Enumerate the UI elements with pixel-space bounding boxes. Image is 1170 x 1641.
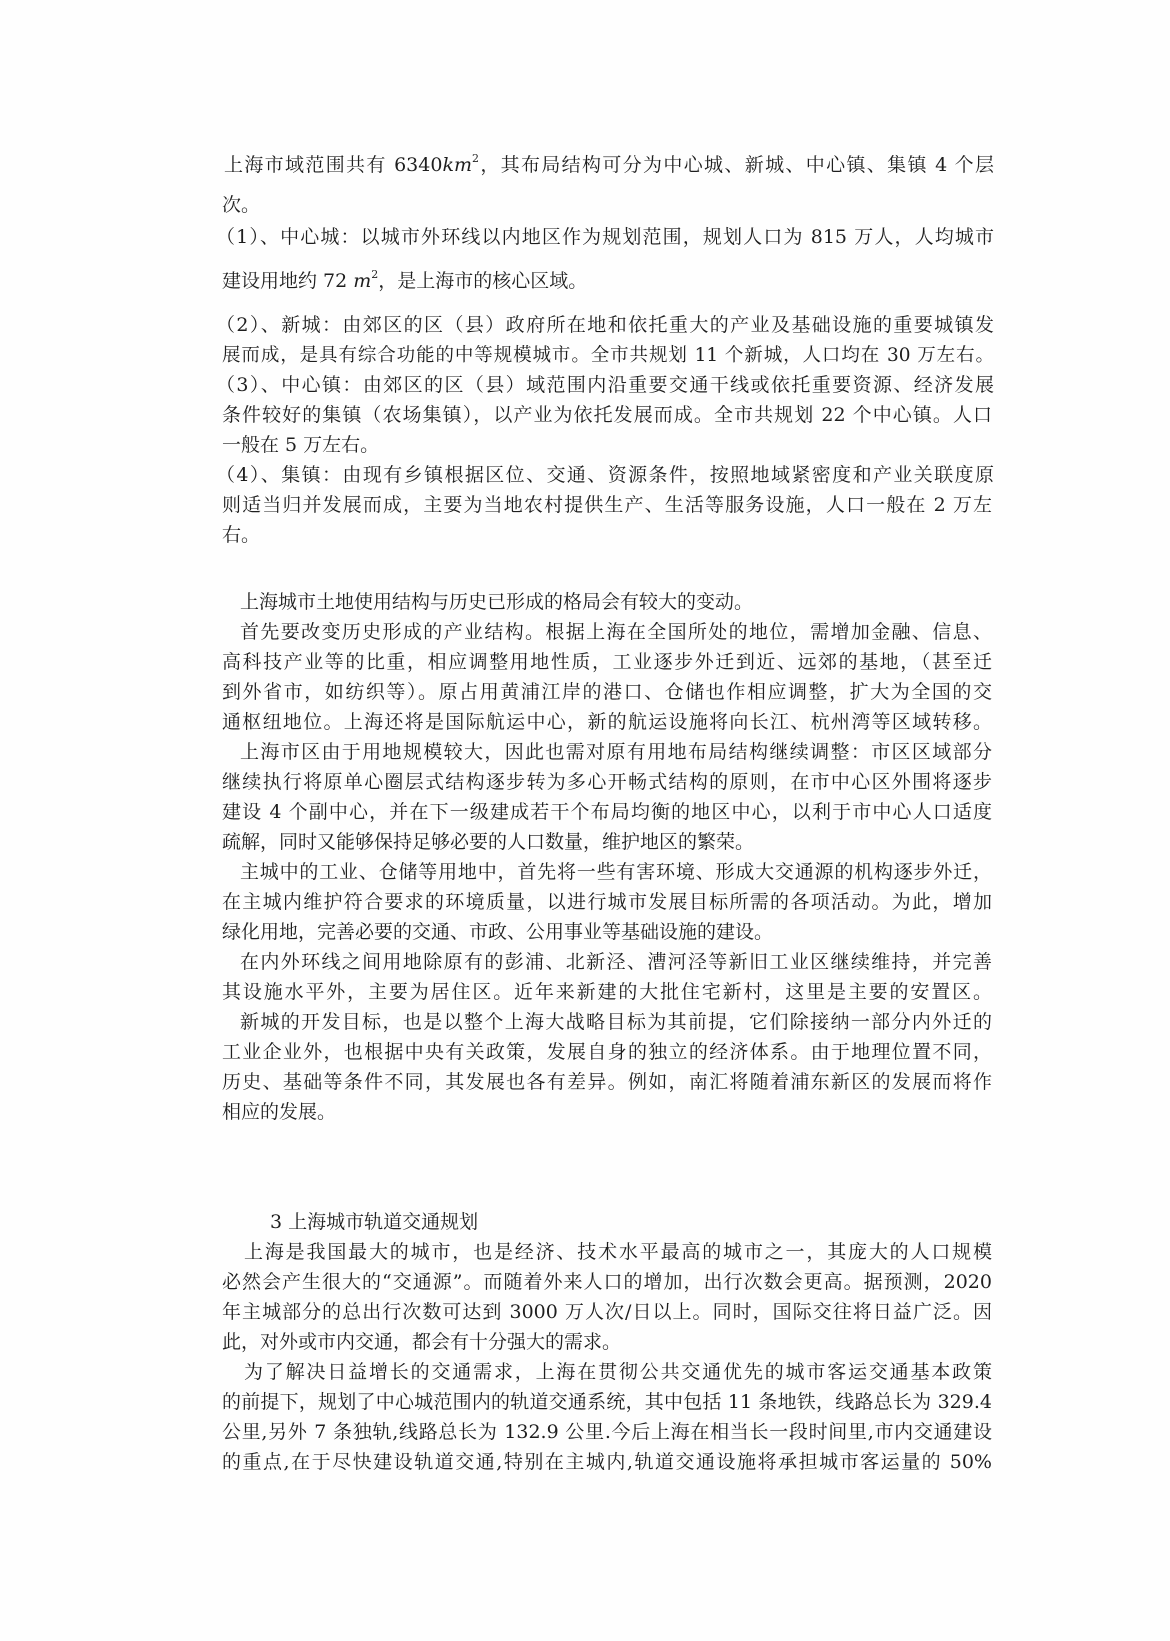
text-segment: 建设用地约 72 xyxy=(222,270,348,292)
text-line: 年主城部分的总出行次数可达到 3000 万人次/日以上。同时，国际交往将日益广泛。因 xyxy=(222,1301,992,1323)
text-segment: 上海市域范围共有 6340 xyxy=(224,154,443,176)
text-line: （1）、中心城：以城市外环线以内地区作为规划范围，规划人口为 815 万人，人均城市 xyxy=(216,226,994,248)
superscript: 2 xyxy=(471,151,479,165)
text-line: 必然会产生很大的“交通源”。而随着外来人口的增加，出行次数会更高。据预测，2020 xyxy=(222,1271,992,1293)
text-line: 则适当归并发展而成，主要为当地农村提供生产、生活等服务设施，人口一般在 2 万左 xyxy=(222,494,992,516)
text-line: 上海城市土地使用结构与历史已形成的格局会有较大的变动。 xyxy=(240,591,754,613)
text-line: 通枢纽地位。上海还将是国际航运中心，新的航运设施将向长江、杭州湾等区域转移。 xyxy=(222,711,992,733)
text-line: 上海市区由于用地规模较大，因此也需对原有用地布局结构继续调整：市区区域部分 xyxy=(240,741,992,763)
text-line: 到外省市，如纺织等）。原占用黄浦江岸的港口、仓储也作相应调整，扩大为全国的交 xyxy=(222,681,992,703)
text-line: 的重点,在于尽快建设轨道交通,特别在主城内,轨道交通设施将承担城市客运量的 50% xyxy=(222,1451,992,1473)
text-line: 为了解决日益增长的交通需求，上海在贯彻公共交通优先的城市客运交通基本政策 xyxy=(244,1361,992,1383)
text-line: 此，对外或市内交通，都会有十分强大的需求。 xyxy=(222,1331,622,1353)
section-heading: 3 上海城市轨道交通规划 xyxy=(270,1211,479,1233)
text-line: 一般在 5 万左右。 xyxy=(222,434,380,456)
text-segment: ，其布局结构可分为中心城、新城、中心镇、集镇 4 个层 xyxy=(478,154,994,176)
text-line: 次。 xyxy=(222,194,261,216)
text-line: 高科技产业等的比重，相应调整用地性质，工业逐步外迁到近、远郊的基地，（甚至迁 xyxy=(222,651,992,673)
text-line: 条件较好的集镇（农场集镇），以产业为依托发展而成。全市共规划 22 个中心镇。人口 xyxy=(222,404,992,426)
text-line: 工业企业外，也根据中央有关政策，发展自身的独立的经济体系。由于地理位置不同， xyxy=(222,1041,992,1063)
text-line: 在主城内维护符合要求的环境质量，以进行城市发展目标所需的各项活动。为此，增加 xyxy=(222,891,992,913)
text-line: 疏解，同时又能够保持足够必要的人口数量，维护地区的繁荣。 xyxy=(222,831,755,853)
unit-m: m xyxy=(353,270,372,292)
text-line: 相应的发展。 xyxy=(222,1101,337,1123)
text-line: 展而成，是具有综合功能的中等规模城市。全市共规划 11 个新城，人口均在 30 万左右。 xyxy=(222,345,994,366)
text-line: （3）、中心镇：由郊区的区（县）域范围内沿重要交通干线或依托重要资源、经济发展 xyxy=(216,374,994,396)
text-line: 历史、基础等条件不同，其发展也各有差异。例如，南汇将随着浦东新区的发展而将作 xyxy=(222,1071,992,1093)
text-line xyxy=(224,153,994,178)
superscript: 2 xyxy=(371,267,379,281)
text-line xyxy=(222,269,992,294)
text-line: 其设施水平外，主要为居住区。近年来新建的大批住宅新村，这里是主要的安置区。 xyxy=(222,981,992,1003)
text-line: 的前提下，规划了中心城范围内的轨道交通系统，其中包括 11 条地铁，线路总长为 329.4 xyxy=(222,1391,992,1413)
text-segment: ，是上海市的核心区域。 xyxy=(378,270,588,292)
text-line: 右。 xyxy=(222,524,261,546)
text-line: 上海是我国最大的城市，也是经济、技术水平最高的城市之一，其庞大的人口规模 xyxy=(244,1241,992,1263)
text-line: （4）、集镇：由现有乡镇根据区位、交通、资源条件，按照地域紧密度和产业关联度原 xyxy=(216,464,994,486)
text-line: 在内外环线之间用地除原有的彭浦、北新泾、漕河泾等新旧工业区继续维持，并完善 xyxy=(240,951,992,973)
text-line: 建设 4 个副中心，并在下一级建成若干个布局均衡的地区中心，以利于市中心人口适度 xyxy=(222,801,992,823)
text-line: 继续执行将原单心圈层式结构逐步转为多心开畅式结构的原则，在市中心区外围将逐步 xyxy=(222,771,992,793)
text-line: （2）、新城：由郊区的区（县）政府所在地和依托重大的产业及基础设施的重要城镇发 xyxy=(216,314,994,336)
text-line: 主城中的工业、仓储等用地中，首先将一些有害环境、形成大交通源的机构逐步外迁， xyxy=(240,861,992,883)
text-line: 首先要改变历史形成的产业结构。根据上海在全国所处的地位，需增加金融、信息、 xyxy=(240,621,992,643)
unit-km: km xyxy=(442,154,472,176)
text-line: 新城的开发目标，也是以整个上海大战略目标为其前提，它们除接纳一部分内外迁的 xyxy=(240,1011,992,1033)
text-line: 绿化用地，完善必要的交通、市政、公用事业等基础设施的建设。 xyxy=(222,921,774,943)
text-line: 公里,另外 7 条独轨,线路总长为 132.9 公里.今后上海在相当长一段时间里,市内交通建设 xyxy=(222,1421,992,1443)
